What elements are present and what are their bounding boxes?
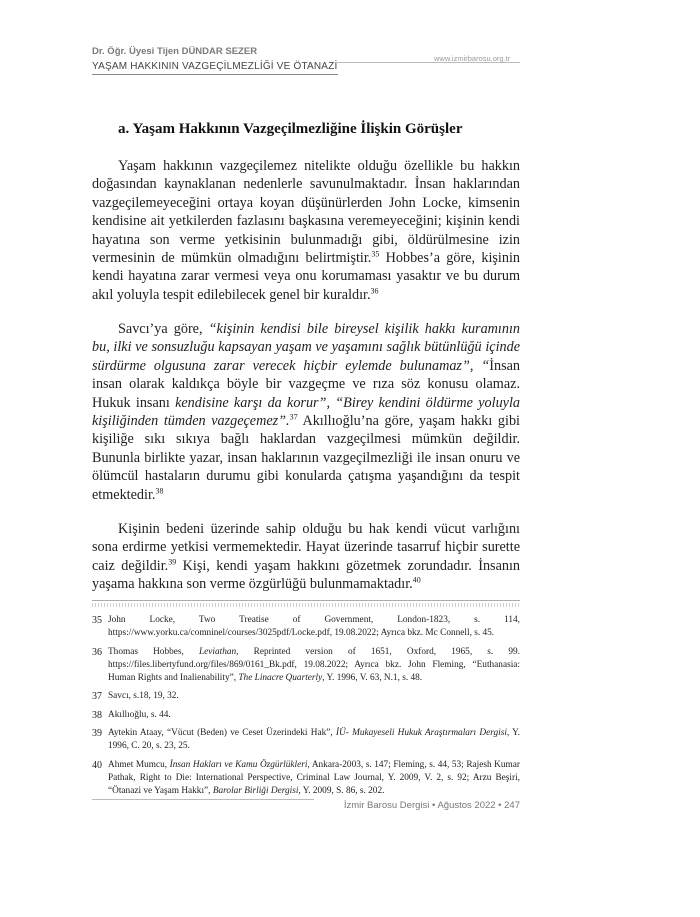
footnote-part: John Locke, Two Treatise of Government, London-1823, s. 114, https://www.yorku.ca/comninel/courses/3025pdf/Locke.pdf, 19.08.2022; Ayrıca bkz. Mc Connell, s. 45. [108, 615, 520, 639]
footnote-ref[interactable]: 40 [412, 575, 421, 585]
footnote-part: Reprinted version of 1651, Oxford, 1965, s. 99. https://files.libertyfund.org/files/869/0161_Bk.pdf, 19.08.2022; Ayrıca bkz. John Fleming, “Euthanasia: Human Rights and Inalienability”, [108, 646, 520, 684]
footnote-italic: The Linacre Quarterly [238, 673, 323, 684]
footnote-part: Y. 2009, S. 86, s. 202. [300, 786, 385, 797]
paragraph-text: Yaşam hakkının vazgeçilemez nitelikte olduğu özellikle bu hakkın doğasından kaynaklanan nedenlerle savunulmaktadır. İnsan haklarından vazgeçilemeyeceğini ortaya koyan düşünürlerden John Locke, kimsenin kendisine ait yetkilerden fazlasını başkasına veremeyeceğini; kişinin kendi hayatına son verme yetkisinin bulunmadığı gibi, öldürülmesine izin vermesinin de mümkün olmadığını belirtmiştir. [92, 158, 520, 267]
paragraph-text: Hobbes’a göre, kişinin kendi hayatına zarar vermesi veya onu korumaması yasaktır ve bu durum akıl yoluyla tespit edilebilecek genel bir kuraldır. [92, 250, 520, 303]
footnote-part: Y. 1996, C. 20, s. 23, 25. [108, 728, 520, 752]
footnote [92, 709, 520, 722]
footnote-number: 35 [92, 615, 102, 626]
footnote-ref[interactable]: 39 [168, 557, 177, 567]
footnote-text [108, 727, 520, 754]
footnote-italic: İÜ- Mukayeseli Hukuk Araştırmaları Dergisi, [335, 728, 510, 739]
footnote-part: Akıllıoğlu, s. 44. [108, 709, 171, 720]
footnote-separator [92, 600, 520, 607]
quote-text: kendisine karşı da korur”, “Birey kendini öldürme yoluyla kişiliğinden tümden vazgeçemez”. [92, 394, 520, 430]
footnote-number: 39 [92, 728, 102, 740]
footnote-part: Ankara-2003, s. 147; Fleming, s. 44, 53; Rajesh Kumar Pathak, Right to Die: International Perspective, Criminal Law Journal, Y. 2009, V. 2, s. 92; Arzu Beşiri, “Ötanazi ve Yaşam Hakkı”, [108, 759, 520, 797]
page-footer: İzmir Barosu Dergisi • Ağustos 2022 • 247 [343, 800, 520, 811]
body-paragraph-1 [92, 157, 520, 304]
footnote-number: 36 [92, 646, 102, 658]
footnote-text [108, 690, 520, 703]
footnote-part: , Y. 1996, V. 63, N.1, s. 48. [322, 673, 423, 684]
footnote-ref[interactable]: 38 [155, 485, 164, 495]
paragraph-text: İnsan insan olarak kaldıkça böyle bir vazgeçme ve rıza söz konusu olamaz. Hukuk insanı [92, 357, 520, 411]
footnote-text [108, 646, 520, 686]
footnote-italic: İnsan Hakları ve Kamu Özgürlükleri, [169, 759, 310, 770]
footnote-part: Ahmet Mumcu, [108, 759, 170, 770]
header-url: www.izmirbarosu.org.tr [434, 54, 511, 63]
footnote-number: 40 [92, 759, 102, 771]
footnote-italic: Leviathan, [198, 646, 239, 657]
footnote-text [108, 709, 520, 722]
paragraph-text: Kişi, kendi yaşam hakkını gözetmek zorundadır. İnsanın yaşama hakkına son verme özgürlüğü bulunmamaktadır. [92, 557, 520, 593]
footnote-text [108, 759, 520, 799]
header-rule [92, 74, 338, 75]
footnote [92, 690, 520, 703]
paragraph-text: Kişinin bedeni üzerinde sahip olduğu bu hak kendi vücut varlığını sona erdirme yetkisi vermemektedir. Hayat üzerinde tasarruf hiçbir surette caiz değildir. [92, 521, 520, 574]
footnote-part: Aytekin Ataay, “Vücut (Beden) ve Ceset Üzerindeki Hak”, [108, 728, 336, 739]
paragraph-text: Savcı’ya göre, [118, 321, 209, 337]
footnote [92, 727, 520, 754]
body-paragraph-2 [92, 320, 520, 504]
section-heading: a. Yaşam Hakkının Vazgeçilmezliğine İlişkin Görüşler [118, 121, 463, 137]
footnote-part: Savcı, s.18, 19, 32. [108, 691, 179, 702]
footnote-number: 38 [92, 709, 102, 721]
footnote-ref[interactable]: 37 [289, 412, 298, 422]
body-paragraph-3 [92, 520, 520, 594]
header-title: YAŞAM HAKKININ VAZGEÇİLMEZLİĞİ VE ÖTANAZİ [92, 61, 338, 72]
footnote-italic: Barolar Birliği Dergisi, [212, 786, 301, 797]
footnote-part: Thomas Hobbes, [108, 646, 199, 657]
quote-text: “kişinin kendisi bile bireysel kişilik hakkı kuramının bu, ilki ve sonsuzluğu kapsayan yaşam ve yaşamını sağlık bütünlüğü içinde sürdürme olgusuna zarar verecek hiçbir eylemde bulunamaz”, “ [92, 321, 520, 374]
footnote [92, 614, 520, 641]
footnote-number: 37 [92, 691, 102, 703]
paragraph-text: Akıllıoğlu’na göre, yaşam hakkı gibi kişiliğe sıkı sıkıya bağlı haklardan vazgeçilmesi mümkün değildir. Bununla birlikte yazar, insan haklarının vazgeçilmezliği ile insan onuru ve ölümcül hastaların durumu gibi konularda çatışma yaşandığını da tespit etmektedir. [92, 413, 520, 503]
footnotes [92, 614, 520, 804]
footnote-text [108, 614, 520, 641]
footnote-ref[interactable]: 36 [370, 286, 379, 296]
header-author: Dr. Öğr. Üyesi Tijen DÜNDAR SEZER [92, 46, 258, 57]
footnote-ref[interactable]: 35 [371, 249, 380, 259]
footnote [92, 759, 520, 799]
footnote [92, 646, 520, 686]
